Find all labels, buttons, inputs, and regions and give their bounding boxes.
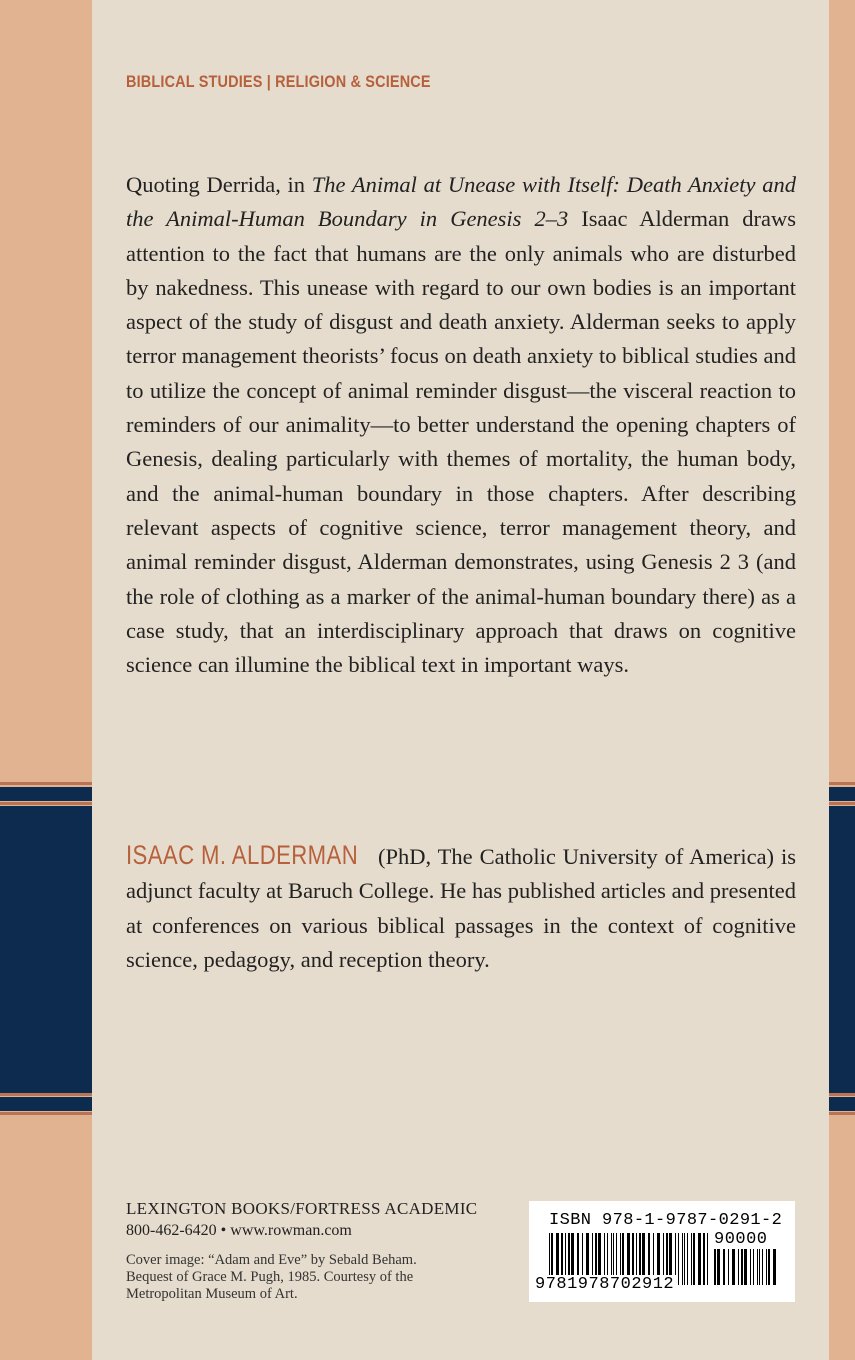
barcode-bar <box>684 1233 685 1285</box>
isbn-label: ISBN 978-1-9787-0291-2 <box>549 1211 783 1230</box>
barcode-bar <box>738 1249 739 1285</box>
band-stripe-top-left <box>0 782 92 785</box>
author-bio <box>126 838 796 977</box>
barcode-bar <box>759 1249 760 1285</box>
barcode-bar <box>762 1249 763 1285</box>
barcode-box <box>529 1201 795 1302</box>
book-description <box>126 168 796 682</box>
barcode-bar <box>741 1249 743 1285</box>
barcode-bar <box>773 1249 776 1285</box>
barcode-bar <box>768 1249 770 1285</box>
barcode-bar <box>728 1249 729 1285</box>
barcode-bar <box>703 1233 705 1285</box>
description-lead: Quoting Derrida, in <box>126 172 312 197</box>
barcode-bar <box>707 1233 708 1285</box>
barcode-bar <box>714 1249 716 1285</box>
author-bio-text: (PhD, The Catholic University of America) is adjunct faculty at Baruch College. He has published articles and presented at conferences on various biblical passages in the context of cognitive science, pedagogy, and reception theory. <box>126 844 796 972</box>
book-title: The Animal at Unease with Itself: Death Anxiety and the Animal-Human Boundary in Genesis 2–3 <box>126 172 796 232</box>
band-stripe-bottom-right <box>829 1112 855 1115</box>
barcode-bar <box>750 1249 751 1285</box>
band-stripe-bottom-left <box>0 1112 92 1115</box>
barcode-bar <box>757 1249 758 1285</box>
band-stripe-right-lower <box>829 1093 855 1096</box>
barcode-bar <box>678 1233 679 1285</box>
barcode-bar <box>766 1249 767 1285</box>
publisher-name: LEXINGTON BOOKS/FORTRESS ACADEMIC <box>126 1199 478 1218</box>
right-side-band <box>829 0 855 1360</box>
barcode-bar <box>691 1233 692 1285</box>
band-stripe-top-right <box>829 782 855 785</box>
barcode-bar <box>753 1249 754 1285</box>
publisher-contact: 800-462-6420 • www.rowman.com <box>126 1222 352 1239</box>
barcode-bar <box>744 1249 747 1285</box>
barcode-bar <box>693 1233 695 1285</box>
navy-band-right-main <box>829 806 855 1093</box>
navy-band-left-main <box>0 806 92 1093</box>
band-stripe-left <box>0 802 92 805</box>
price-code: 90000 <box>714 1230 768 1249</box>
author-name: ISAAC M. ALDERMAN <box>126 840 359 870</box>
ean-digits: 9781978702912 <box>535 1275 675 1294</box>
barcode-bar <box>723 1249 725 1285</box>
back-cover-panel <box>92 0 829 1360</box>
barcode-bar <box>717 1249 720 1285</box>
description-body: Isaac Alderman draws attention to the fact that humans are the only animals who are disturbed by nakedness. This unease with regard to our own bodies is an important aspect of the study of disgust and death anxiety. Alderman seeks to apply terror management theorists’ focus on death anxiety to biblical studies and to utilize the concept of animal reminder disgust—the visceral reaction to reminders of our animality—to better understand the opening chapters of Genesis, dealing particularly with themes of mortality, the human body, and the animal-human boundary in those chapters. After describing relevant aspects of cognitive science, terror management theory, and animal reminder disgust, Alderman demonstrates, using Genesis 2 3 (and the role of clothing as a marker of the animal-human boundary there) as a case study, that an interdisciplinary approach that draws on cognitive science can illumine the biblical text in important ways. <box>126 206 796 678</box>
barcode-bar <box>687 1233 688 1285</box>
left-side-band <box>0 0 92 1360</box>
barcode-bar <box>732 1249 735 1285</box>
navy-band-right-bottom <box>829 1097 855 1111</box>
barcode-bar <box>698 1233 701 1285</box>
cover-image-credit: Cover image: “Adam and Eve” by Sebald Beham. Bequest of Grace M. Pugh, 1985. Courtesy of the Metropolitan Museum of Art. <box>126 1252 417 1302</box>
navy-band-left-bottom <box>0 1097 92 1111</box>
navy-band-left <box>0 787 92 801</box>
navy-band-right <box>829 787 855 801</box>
band-stripe-right <box>829 802 855 805</box>
band-stripe-left-lower <box>0 1093 92 1096</box>
category-label: BIBLICAL STUDIES | RELIGION & SCIENCE <box>126 72 431 91</box>
barcode-bar <box>682 1233 683 1285</box>
